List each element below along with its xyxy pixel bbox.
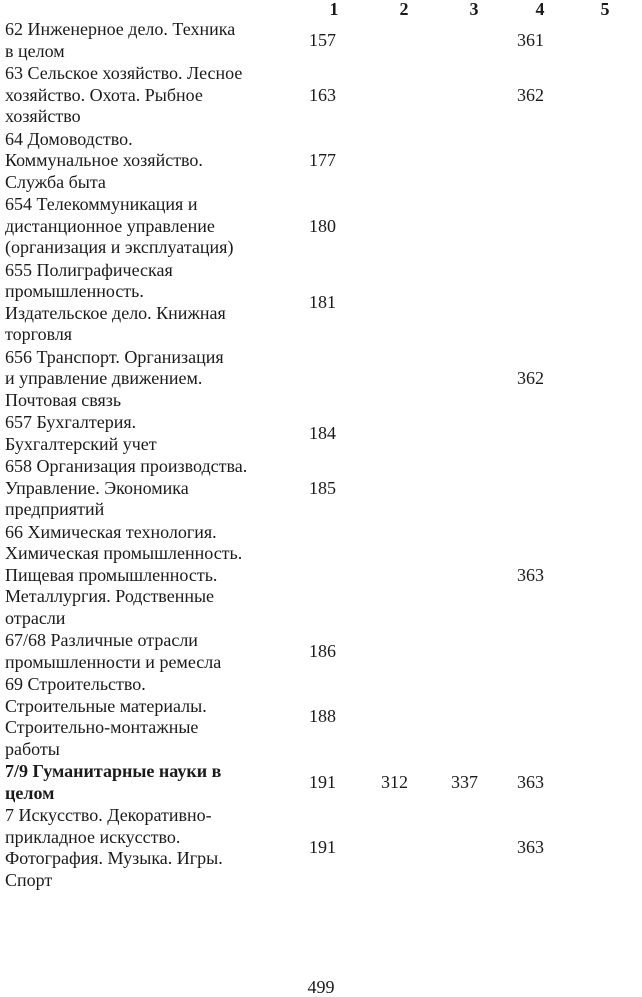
topic-line: предприятий: [5, 499, 105, 519]
page-ref-c5: [569, 129, 641, 195]
topic-line: Строительные материалы.: [5, 695, 207, 716]
topic-line: 69 Строительство.: [5, 674, 146, 694]
page-ref-c3: [437, 805, 511, 892]
page-ref-c4: [511, 129, 569, 195]
page-ref-c2: [371, 805, 437, 892]
table-row: [5, 456, 641, 522]
page-ref-c2: [371, 456, 437, 522]
table-row: [5, 347, 641, 413]
header-col-1: 1: [329, 0, 339, 19]
index-table: [5, 0, 641, 892]
topic-line: Издательское дело. Книжная: [5, 302, 226, 323]
page-ref-c1: 191: [309, 837, 336, 858]
topic-line: промышленность.: [5, 281, 144, 301]
page-ref-c5: [569, 412, 641, 456]
page-ref-c3: [437, 630, 511, 674]
topic-cell: [5, 761, 297, 805]
header-row: [5, 0, 641, 19]
page-ref-c4: 363: [517, 564, 544, 585]
table-row: [5, 805, 641, 892]
page-ref-c4: 362: [517, 368, 544, 388]
page-ref-c3: [437, 129, 511, 195]
page-ref-c4: [511, 260, 569, 347]
page-ref-c2: [371, 63, 437, 129]
page-ref-c1: 177: [309, 150, 336, 170]
table-row: [5, 522, 641, 631]
topic-line: промышленности и ремесла: [5, 651, 222, 672]
page-ref-c3: [437, 19, 511, 63]
page-ref-c5: [569, 347, 641, 413]
table-body: [5, 19, 641, 892]
topic-line: целом: [5, 782, 55, 803]
page-ref-c2: [371, 129, 437, 195]
topic-line: хозяйство. Охота. Рыбное: [5, 84, 203, 105]
page-ref-c4: 363: [517, 837, 544, 858]
page-ref-c3: [437, 194, 511, 260]
page-ref-c5: [569, 805, 641, 892]
topic-line: 62 Инженерное дело. Техника: [5, 19, 236, 39]
topic-line: Служба быта: [5, 171, 106, 192]
topic-line: хозяйство: [5, 106, 81, 126]
topic-line: Металлургия. Родственные: [5, 586, 215, 606]
topic-cell: [5, 412, 297, 456]
topic-cell: [5, 522, 297, 631]
page-ref-c2: 312: [381, 771, 408, 792]
page-ref-c2: [371, 412, 437, 456]
page-number: 499: [307, 977, 335, 997]
page-ref-c2: [371, 630, 437, 674]
topic-line: Почтовая связь: [5, 389, 122, 410]
page-ref-c4: 362: [517, 84, 544, 105]
page-ref-c4: [511, 674, 569, 761]
page-ref-c2: [371, 260, 437, 347]
page-ref-c2: [371, 194, 437, 260]
topic-line: торговля: [5, 324, 73, 344]
table-row: [5, 674, 641, 761]
page-ref-c2: [371, 19, 437, 63]
page-ref-c3: [437, 522, 511, 631]
topic-line: в целом: [5, 40, 65, 61]
page-ref-c4: [511, 194, 569, 260]
topic-line: (организация и эксплуатация): [5, 237, 234, 257]
header-col-5: 5: [600, 0, 610, 19]
topic-cell: [5, 674, 297, 761]
table-row: [5, 761, 641, 805]
topic-line: и управление движением.: [5, 368, 203, 388]
topic-line: 654 Телекоммуникация и: [5, 194, 198, 214]
topic-line: работы: [5, 738, 60, 759]
page-ref-c3: [437, 260, 511, 347]
page-ref-c1: 191: [309, 771, 336, 792]
page-ref-c5: [569, 19, 641, 63]
page-ref-c5: [569, 63, 641, 129]
topic-line: 64 Домоводство.: [5, 128, 133, 149]
page-ref-c1: 181: [309, 291, 336, 312]
topic-line: 66 Химическая технология.: [5, 521, 217, 542]
page-ref-c1: 184: [309, 422, 336, 443]
page-ref-c5: [569, 260, 641, 347]
topic-line: 655 Полиграфическая: [5, 259, 173, 280]
page-ref-c4: 363: [517, 771, 544, 792]
page-ref-c1: 188: [309, 706, 336, 727]
topic-cell: [5, 805, 297, 892]
page-ref-c1: 186: [309, 640, 336, 661]
header-topic: [5, 0, 297, 19]
page-ref-c3: 337: [451, 771, 478, 792]
topic-line: прикладное искусство.: [5, 826, 181, 847]
topic-cell: [5, 194, 297, 260]
page-ref-c4: 361: [517, 29, 544, 50]
topic-line: Спорт: [5, 869, 53, 890]
topic-cell: [5, 630, 297, 674]
page-ref-c3: [437, 456, 511, 522]
topic-line: Химическая промышленность.: [5, 543, 243, 563]
page-ref-c1: [297, 347, 371, 413]
page-ref-c1: 185: [309, 477, 336, 498]
topic-line: 658 Организация производства.: [5, 456, 248, 476]
topic-line: отрасли: [5, 607, 66, 628]
page-ref-c3: [437, 412, 511, 456]
page-ref-c5: [569, 761, 641, 805]
page-ref-c3: [437, 63, 511, 129]
topic-line: Пищевая промышленность.: [5, 564, 218, 585]
topic-line: Строительно-монтажные: [5, 717, 199, 737]
page-ref-c1: 163: [309, 84, 336, 105]
page-ref-c2: [371, 674, 437, 761]
topic-cell: [5, 19, 297, 63]
topic-cell: [5, 456, 297, 522]
header-col-4: 4: [535, 0, 545, 19]
page-ref-c1: 157: [309, 29, 336, 50]
topic-line: дистанционное управление: [5, 215, 215, 236]
header-col-2: 2: [399, 0, 409, 19]
topic-cell: [5, 347, 297, 413]
page-ref-c1: 180: [309, 215, 336, 236]
topic-line: Коммунальное хозяйство.: [5, 150, 203, 170]
page-ref-c4: [511, 412, 569, 456]
topic-line: 67/68 Различные отрасли: [5, 630, 198, 650]
page-ref-c4: [511, 456, 569, 522]
table-row: [5, 412, 641, 456]
page-ref-c2: [371, 522, 437, 631]
table-row: [5, 194, 641, 260]
topic-line: 63 Сельское хозяйство. Лесное: [5, 63, 243, 83]
page-ref-c5: [569, 456, 641, 522]
table-row: [5, 630, 641, 674]
topic-cell: [5, 63, 297, 129]
topic-line: Фотография. Музыка. Игры.: [5, 848, 223, 868]
topic-line: 7 Искусство. Декоративно-: [5, 805, 212, 825]
topic-line: Управление. Экономика: [5, 477, 189, 498]
page-ref-c2: [371, 347, 437, 413]
page-ref-c5: [569, 194, 641, 260]
table-row: [5, 129, 641, 195]
page-ref-c1: [297, 522, 371, 631]
page-ref-c3: [437, 674, 511, 761]
topic-line: 657 Бухгалтерия.: [5, 412, 137, 432]
page-ref-c4: [511, 630, 569, 674]
topic-line: 656 Транспорт. Организация: [5, 346, 224, 367]
table-row: [5, 19, 641, 63]
page-ref-c3: [437, 347, 511, 413]
header-col-3: 3: [469, 0, 479, 19]
table-row: [5, 260, 641, 347]
page-ref-c5: [569, 630, 641, 674]
topic-cell: [5, 129, 297, 195]
table-row: [5, 63, 641, 129]
topic-cell: [5, 260, 297, 347]
topic-line: Бухгалтерский учет: [5, 433, 157, 454]
page-ref-c5: [569, 674, 641, 761]
page-ref-c5: [569, 522, 641, 631]
topic-line: 7/9 Гуманитарные науки в: [5, 761, 222, 781]
